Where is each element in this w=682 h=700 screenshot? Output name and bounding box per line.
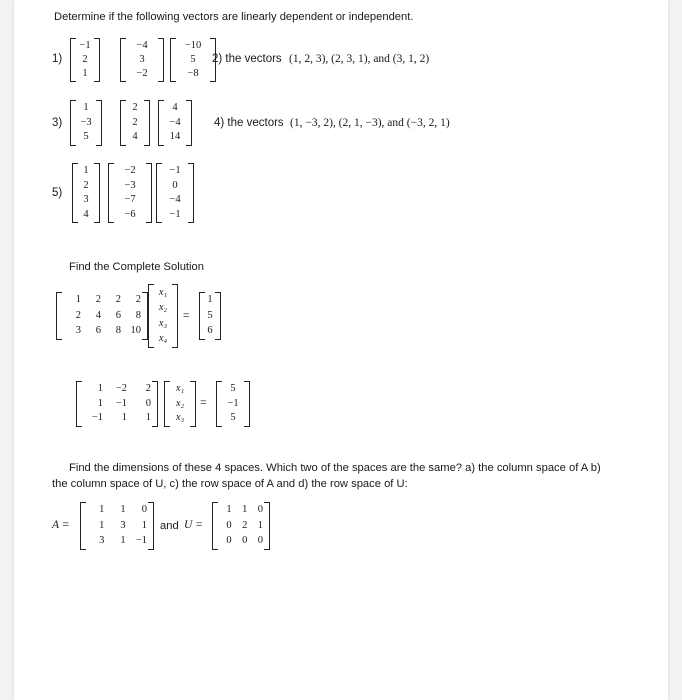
vector-entry: −1 — [227, 397, 239, 409]
problem-4-vectors: (1, −3, 2), (2, 1, −3), and (−3, 2, 1) — [290, 117, 450, 129]
matrix-entry: 2 — [95, 294, 101, 306]
vector-entry: −4 — [136, 39, 148, 51]
matrix-entry: 1 — [120, 504, 126, 516]
problem-5-vector-1 — [72, 163, 100, 223]
vector-entry: 2 — [132, 102, 138, 114]
vector-entry: −2 — [136, 67, 148, 79]
vector-entry: 6 — [207, 325, 213, 337]
system-1-rhs-vector — [199, 292, 221, 340]
matrix-entry: 0 — [141, 504, 147, 516]
vector-entry: 14 — [169, 131, 181, 143]
vector-entry: 4 — [83, 208, 89, 220]
vector-entry: 5 — [83, 131, 89, 143]
matrix-entry: 1 — [242, 504, 248, 516]
vector-entry: 0 — [172, 179, 178, 191]
vector-entry: 5 — [230, 383, 236, 395]
system-1-coefficient-matrix — [56, 292, 148, 340]
matrix-entry: 0 — [145, 397, 151, 409]
problem-3-label: 3) — [52, 117, 63, 129]
vector-entry: −1 — [79, 39, 91, 51]
matrix-entry: 10 — [130, 325, 141, 337]
dimensions-question-line-1: Find the dimensions of these 4 spaces. Which two of the spaces are the same? a) the column space of A b) — [69, 462, 601, 474]
problem-3-vector-1 — [70, 100, 102, 146]
vector-entry: 1 — [207, 294, 213, 306]
problem-4-label: 4) the vectors — [214, 117, 284, 129]
matrix-entry: 1 — [120, 535, 126, 547]
matrix-entry: 3 — [120, 519, 126, 531]
problem-3-vector-3 — [158, 100, 192, 146]
matrix-entry: 2 — [145, 383, 151, 395]
matrix-entry: 2 — [242, 519, 248, 531]
unknown-entry: x₄ — [158, 333, 168, 344]
vector-entry: −6 — [124, 208, 136, 220]
matrix-a — [80, 502, 154, 550]
instructions-text: Determine if the following vectors are linearly dependent or independent. — [54, 11, 414, 23]
matrix-entry: 1 — [75, 294, 81, 306]
matrix-entry: 0 — [257, 535, 263, 547]
matrix-entry: 1 — [121, 412, 127, 424]
matrix-entry: 1 — [226, 504, 232, 516]
matrix-entry: 6 — [115, 309, 121, 321]
matrix-entry: 2 — [75, 309, 81, 321]
problem-5-label: 5) — [52, 187, 63, 199]
matrix-entry: 0 — [257, 504, 263, 516]
unknown-entry: x₁ — [158, 286, 168, 298]
matrix-entry: 1 — [145, 412, 151, 424]
problem-5-vector-2 — [108, 163, 152, 223]
system-2-equals-sign: = — [200, 397, 207, 409]
vector-entry: 1 — [82, 67, 88, 79]
problem-1-vector-2 — [120, 38, 164, 82]
problem-2-label: 2) the vectors — [212, 53, 282, 65]
system-2-coefficient-matrix — [76, 381, 158, 427]
vector-entry: 3 — [83, 194, 89, 205]
unknown-entry: x₁ — [175, 383, 185, 395]
complete-solution-heading: Find the Complete Solution — [69, 261, 204, 273]
matrix-entry: 1 — [97, 397, 103, 409]
matrix-entry: −1 — [91, 412, 103, 424]
vector-entry: 2 — [83, 179, 89, 191]
vector-entry: 5 — [190, 53, 196, 65]
matrix-entry: −1 — [135, 535, 147, 547]
vector-entry: 4 — [132, 131, 138, 143]
vector-entry: 5 — [207, 309, 213, 321]
matrix-entry: −1 — [115, 397, 127, 409]
matrix-entry: 0 — [242, 535, 248, 547]
vector-entry: 4 — [172, 102, 178, 114]
vector-entry: 1 — [83, 165, 89, 176]
unknown-entry: x₃ — [175, 412, 185, 424]
problem-5-vector-3 — [156, 163, 194, 223]
matrix-entry: 1 — [141, 519, 147, 531]
vector-entry: −3 — [80, 116, 92, 128]
matrix-u — [212, 502, 270, 550]
vector-entry: −3 — [124, 179, 136, 191]
dimensions-question-line-2: the column space of U, c) the row space of A and d) the row space of U: — [52, 478, 408, 490]
system-1-equals-sign: = — [183, 310, 190, 322]
unknown-entry: x₂ — [175, 397, 185, 409]
matrix-entry: 3 — [75, 325, 81, 337]
matrix-entry: 3 — [99, 535, 105, 547]
vector-entry: −4 — [169, 116, 181, 128]
vector-entry: 2 — [132, 116, 138, 128]
matrix-entry: 8 — [115, 325, 121, 337]
system-2-rhs-vector — [216, 381, 250, 427]
system-1-unknowns-vector — [148, 284, 178, 348]
problem-3-vector-2 — [120, 100, 150, 146]
matrix-entry: 8 — [135, 309, 141, 321]
vector-entry: 5 — [230, 412, 236, 424]
matrix-entry: 1 — [257, 519, 263, 531]
matrix-entry: 0 — [226, 535, 232, 547]
matrix-entry: 2 — [115, 294, 121, 306]
vector-entry: 1 — [83, 102, 89, 114]
vector-entry: 3 — [139, 53, 145, 65]
matrix-a-label: A = — [52, 519, 70, 531]
matrix-u-label: U = — [184, 519, 203, 531]
matrix-entry: 4 — [95, 309, 101, 321]
matrix-entry: 1 — [97, 383, 103, 395]
vector-entry: 2 — [82, 53, 88, 65]
problem-1-vector-1 — [70, 38, 100, 82]
matrix-entry: 1 — [99, 519, 105, 531]
matrix-entry: 6 — [95, 325, 101, 337]
problem-2-vectors: (1, 2, 3), (2, 3, 1), and (3, 1, 2) — [289, 53, 430, 65]
vector-entry: −8 — [187, 67, 199, 79]
vector-entry: −10 — [184, 39, 202, 51]
unknown-entry: x₃ — [158, 317, 168, 329]
matrix-entry: 2 — [135, 294, 141, 306]
unknown-entry: x₂ — [158, 302, 168, 313]
matrix-entry: 0 — [226, 519, 232, 531]
problem-1-vector-3 — [170, 38, 216, 82]
matrix-entry: −2 — [115, 383, 127, 395]
matrix-entry: 1 — [99, 504, 105, 516]
worksheet-page — [14, 0, 668, 700]
system-2-unknowns-vector — [164, 381, 196, 427]
vector-entry: −1 — [169, 208, 181, 220]
and-label: and — [160, 520, 179, 532]
problem-1-label: 1) — [52, 53, 63, 65]
vector-entry: −7 — [124, 194, 136, 205]
vector-entry: −1 — [169, 165, 181, 176]
vector-entry: −2 — [124, 165, 136, 176]
vector-entry: −4 — [169, 194, 181, 205]
